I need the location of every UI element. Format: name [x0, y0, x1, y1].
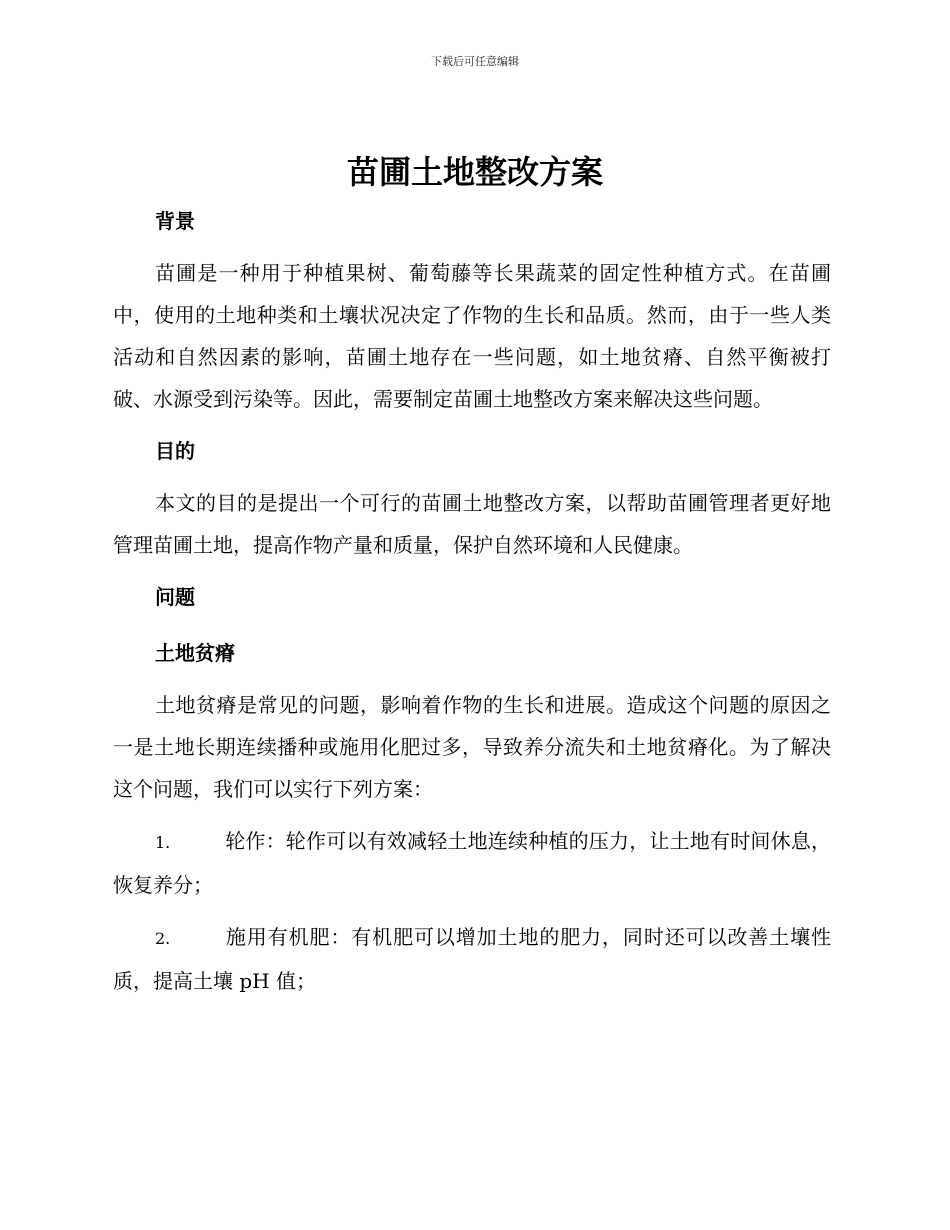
subsection-heading-poor-soil: 土地贫瘠: [155, 641, 235, 665]
list-item: [113, 820, 831, 906]
list-item-number: 2.: [155, 929, 171, 948]
document-body: [113, 200, 831, 1002]
purpose-paragraph: 本文的目的是提出一个可行的苗圃土地整改方案，以帮助苗圃管理者更好地管理苗圃土地，提高作物产量和质量，保护自然环境和人民健康。: [113, 491, 831, 557]
poor-soil-paragraph: 土地贫瘠是常见的问题，影响着作物的生长和进展。造成这个问题的原因之一是土地长期连续播种或施用化肥过多，导致养分流失和土地贫瘠化。为了解决这个问题，我们可以实行下列方案：: [113, 693, 831, 801]
background-paragraph: 苗圃是一种用于种植果树、葡萄藤等长果蔬菜的固定性种植方式。在苗圃中，使用的土地种类和土壤状况决定了作物的生长和品质。然而，由于一些人类活动和自然因素的影响，苗圃土地存在一些问题，如土地贫瘠、自然平衡被打破、水源受到污染等。因此，需要制定苗圃土地整改方案来解决这些问题。: [113, 261, 831, 411]
list-item: [113, 916, 831, 1002]
section-heading-background: 背景: [155, 209, 195, 233]
section-heading-purpose: 目的: [155, 439, 195, 463]
list-item-text: 轮作：轮作可以有效减轻土地连续种植的压力，让土地有时间休息，恢复养分；: [113, 829, 831, 897]
list-item-text: 施用有机肥：有机肥可以增加土地的肥力，同时还可以改善土壤性质，提高土壤 pH 值；: [113, 925, 831, 993]
section-heading-problems: 问题: [155, 585, 195, 609]
page-header-note: 下载后可任意编辑: [431, 55, 519, 68]
list-item-number: 1.: [155, 833, 171, 852]
document-title: 苗圃土地整改方案: [346, 153, 603, 191]
